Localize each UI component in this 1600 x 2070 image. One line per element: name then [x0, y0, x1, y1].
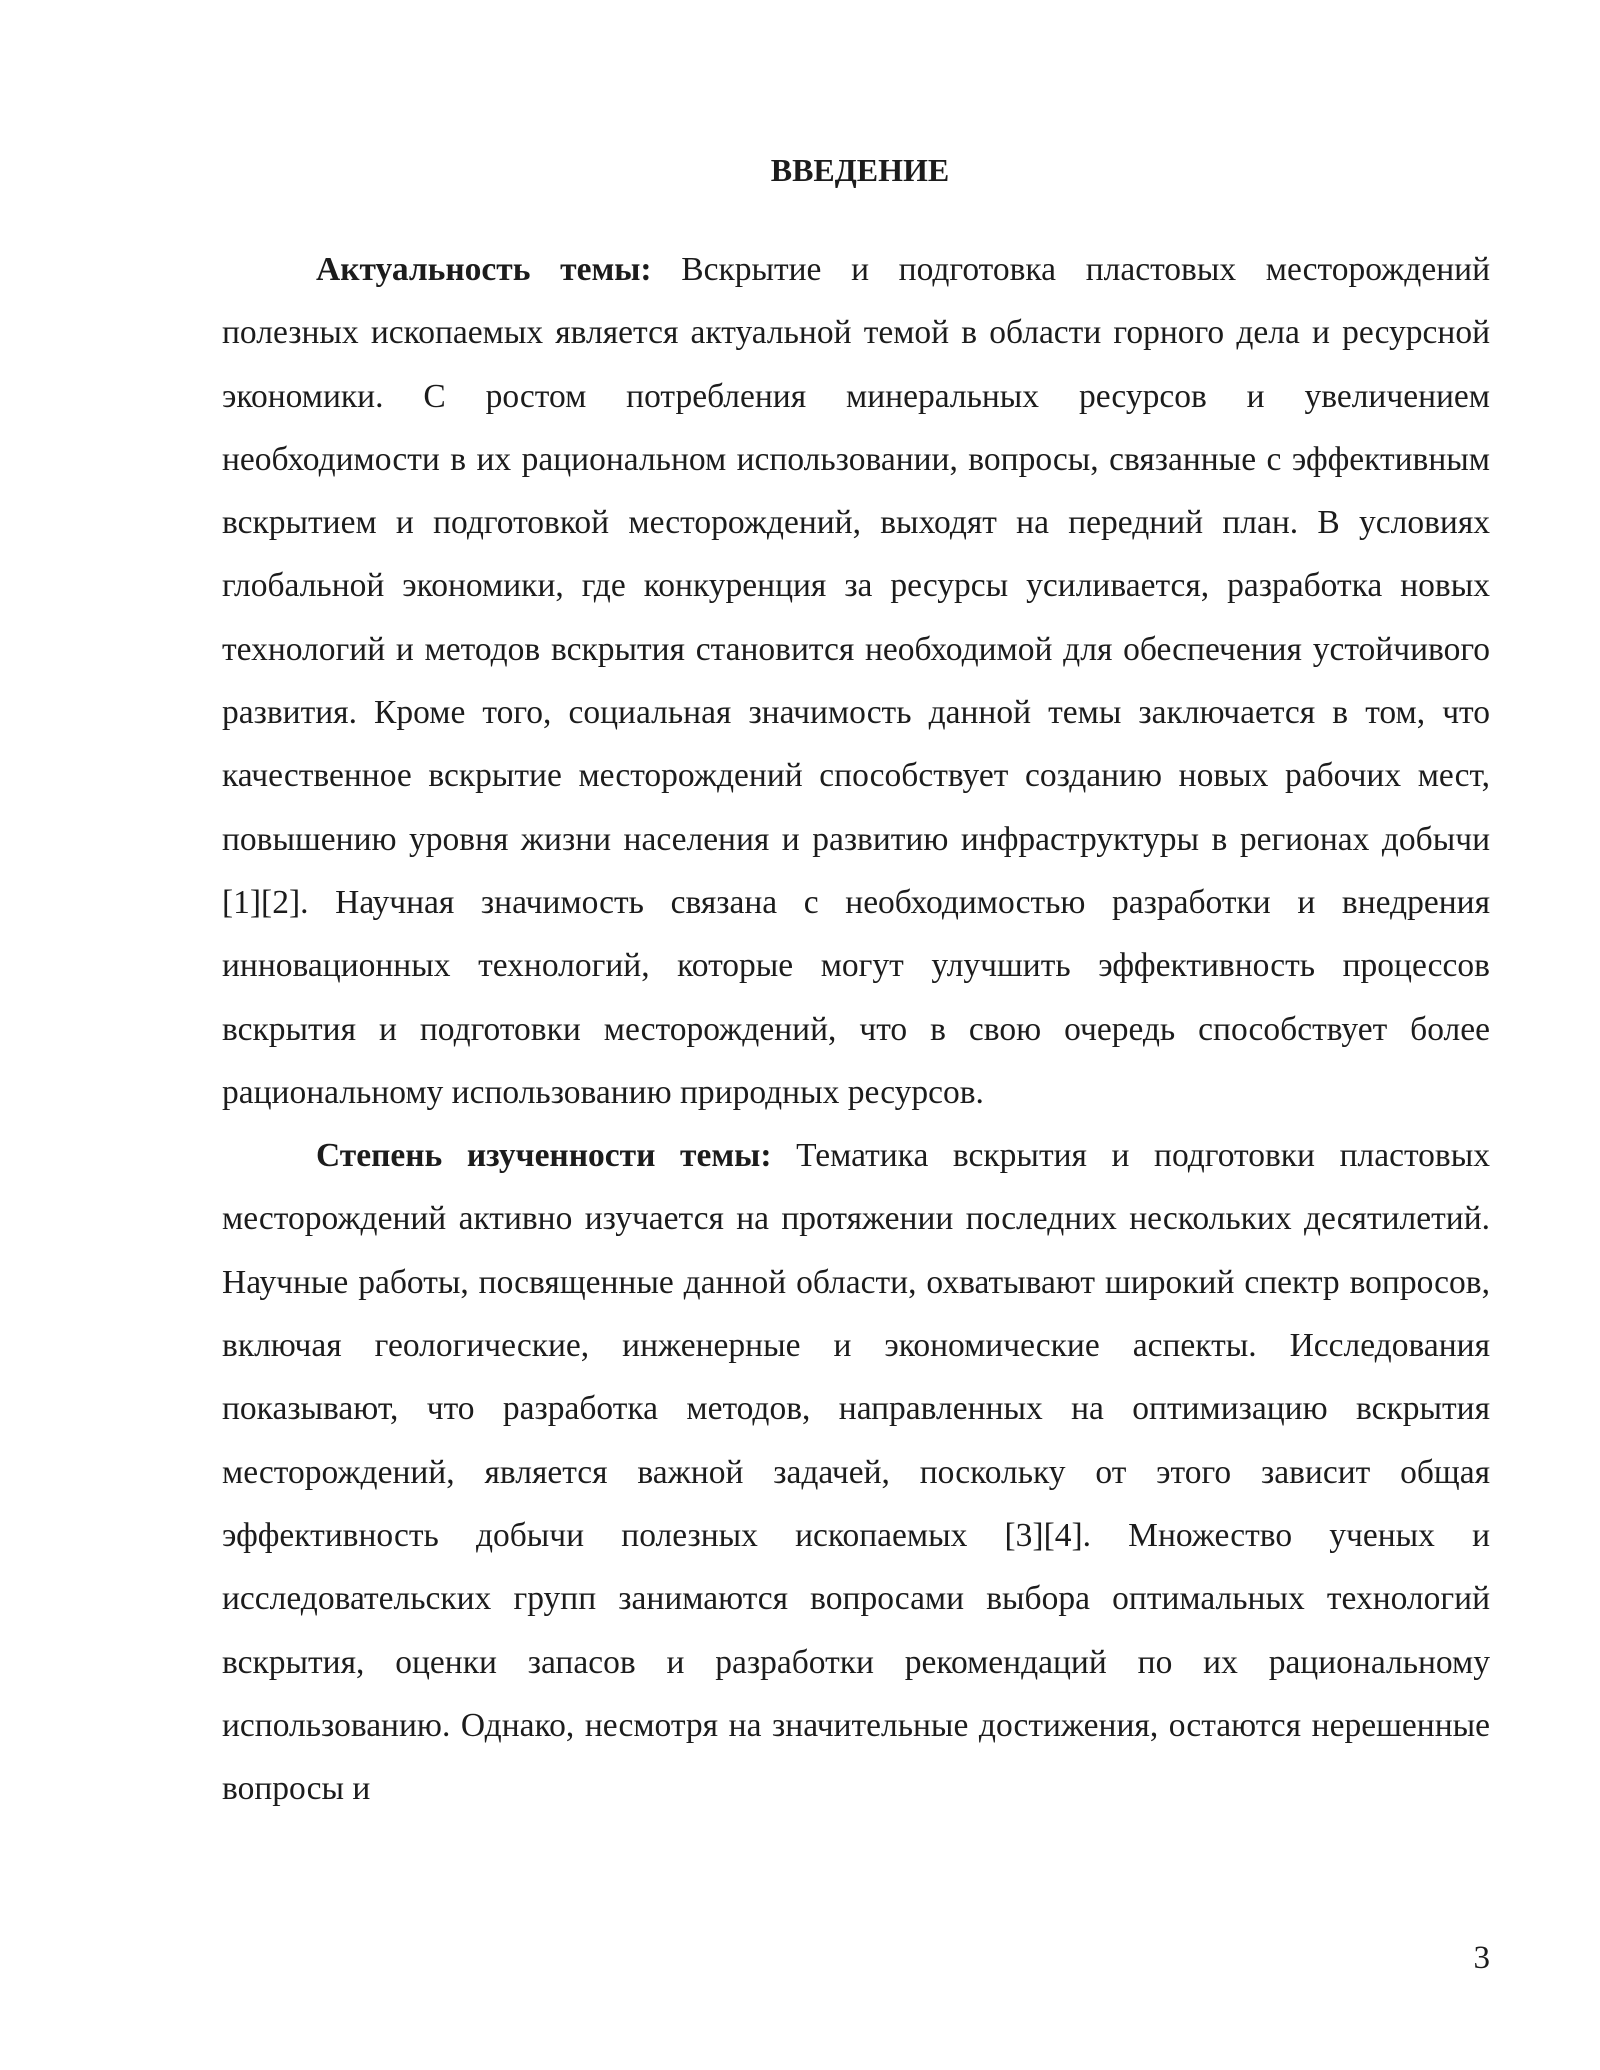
paragraph-text: Вскрытие и подготовка пластовых месторождений полезных ископаемых является актуальной темой в области горного дела и ресурсной экономики. С ростом потребления минеральных ресурсов и увеличением необходимости в их рациональном использовании, вопросы, связанные с эффективным вскрытием и подготовкой месторождений, выходят на передний план. В условиях глобальной экономики, где конкуренция за ресурсы усиливается, разработка новых технологий и методов вскрытия становится необходимой для обеспечения устойчивого развития. Кроме того, социальная значимость данной темы заключается в том, что качественное вскрытие месторождений способствует созданию новых рабочих мест, повышению уровня жизни населения и развитию инфраструктуры в регионах добычи [1][2]. Научная значимость связана с необходимостью разработки и внедрения инновационных технологий, которые могут улучшить эффективность процессов вскрытия и подготовки месторождений, что в свою очередь способствует более рациональному использованию природных ресурсов. — [222, 251, 1490, 1111]
page-title: ВВЕДЕНИЕ — [770, 152, 950, 188]
paragraph-text: Тематика вскрытия и подготовки пластовых месторождений активно изучается на протяжении последних нескольких десятилетий. Научные работы, посвященные данной области, охватывают широкий спектр вопросов, включая геологические, инженерные и экономические аспекты. Исследования показывают, что разработка методов, направленных на оптимизацию вскрытия месторождений, является важной задачей, поскольку от этого зависит общая эффективность добычи полезных ископаемых [3][4]. Множество ученых и исследовательских групп занимаются вопросами выбора оптимальных технологий вскрытия, оценки запасов и разработки рекомендаций по их рациональному использованию. Однако, несмотря на значительные достижения, остаются нерешенные вопросы и — [222, 1137, 1490, 1808]
paragraph-relevance — [222, 238, 1490, 1124]
document-body — [222, 238, 1490, 1820]
paragraph-lead: Актуальность темы: — [316, 251, 652, 288]
paragraph-study-degree — [222, 1124, 1490, 1820]
page-number: 3 — [1473, 1940, 1490, 1976]
heading-container — [0, 150, 1600, 190]
paragraph-lead: Степень изученности темы: — [316, 1137, 772, 1175]
